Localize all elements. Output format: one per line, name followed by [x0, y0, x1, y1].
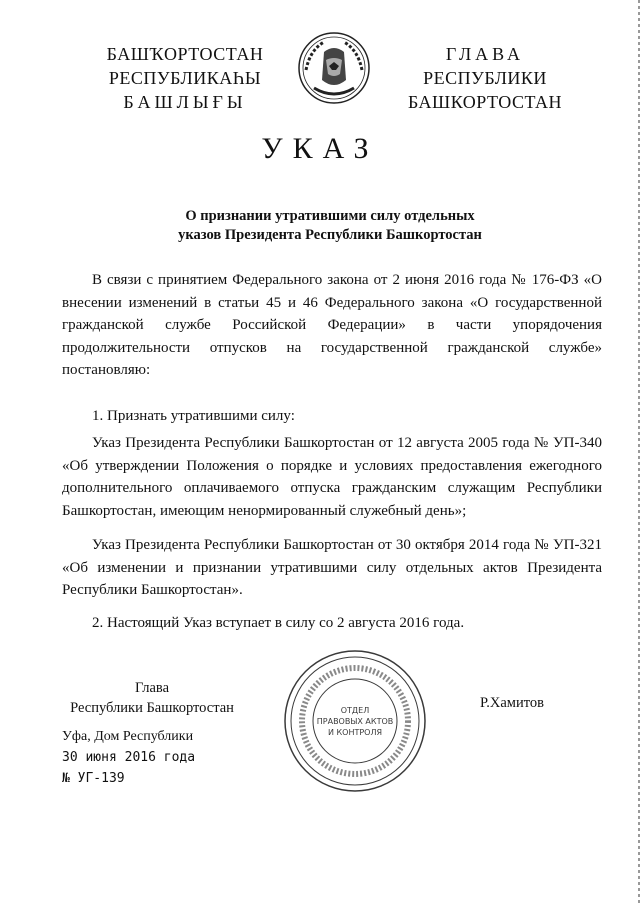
- header-right-line-1: ГЛАВА: [445, 44, 525, 64]
- document-subject: [120, 207, 540, 245]
- header-left-line-1: БАШҠОРТОСТАН: [106, 44, 264, 64]
- item-1b-paragraph: Указ Президента Республики Башкортостан от 30 октября 2014 года № УП-321 «Об изменении и признании утратившими силу отдельных актов Президента Республики Башкортостан».: [62, 537, 602, 598]
- header-left-line-2: РЕСПУБЛИКАҺЫ: [108, 68, 262, 88]
- seal-line-2: ПРАВОВЫХ АКТОВ: [316, 717, 394, 726]
- issue-date: 30 июня 2016 года: [62, 750, 196, 765]
- header-bashkir: [100, 42, 270, 114]
- item-1-paragraph: 1. Признать утратившими силу:: [92, 408, 295, 424]
- header-right-line-3: БАШКОРТОСТАН: [407, 92, 563, 112]
- preamble-paragraph: В связи с принятием Федерального закона от 2 июня 2016 года № 176-ФЗ «О внесении изменений в статьи 45 и 46 Федерального закона «О государственной гражданской службе Российской Федерации» в части упорядочения продолжительности отпусков на государственной гражданской службе» постановляю:: [62, 272, 602, 378]
- seal-line-3: И КОНТРОЛЯ: [327, 728, 383, 737]
- signature-title: [62, 678, 242, 718]
- signer-name: Р.Хамитов: [480, 695, 544, 711]
- item-1a-paragraph: Указ Президента Республики Башкортостан от 12 августа 2005 года № УП-340 «Об утверждении Положения о порядке и условиях предоставления ежегодного дополнительного оплачиваемого отпуска гражданским служащим Республики Башкортостан, имеющим ненормированный служебный день»;: [62, 435, 602, 519]
- subject-line-1: О признании утратившими силу отдельных: [185, 208, 475, 224]
- item-2-paragraph: 2. Настоящий Указ вступает в силу со 2 августа 2016 года.: [92, 615, 465, 631]
- seal-line-1: ОТДЕЛ: [340, 706, 370, 715]
- subject-line-2: указов Президента Республики Башкортостан: [178, 227, 482, 243]
- issue-details: [62, 726, 195, 789]
- issue-place: Уфа, Дом Республики: [62, 729, 194, 744]
- official-seal-stamp: [282, 648, 428, 794]
- header-russian: [405, 42, 565, 114]
- header-right-line-2: РЕСПУБЛИКИ: [423, 68, 547, 88]
- issue-number: № УГ-139: [62, 771, 125, 786]
- header-left-line-3: БАШЛЫҒЫ: [123, 92, 247, 112]
- coat-of-arms-emblem: [296, 30, 372, 106]
- document-type-title: УКАЗ: [261, 132, 379, 165]
- signature-title-line-2: Республики Башкортостан: [70, 700, 234, 716]
- signature-title-line-1: Глава: [134, 680, 170, 696]
